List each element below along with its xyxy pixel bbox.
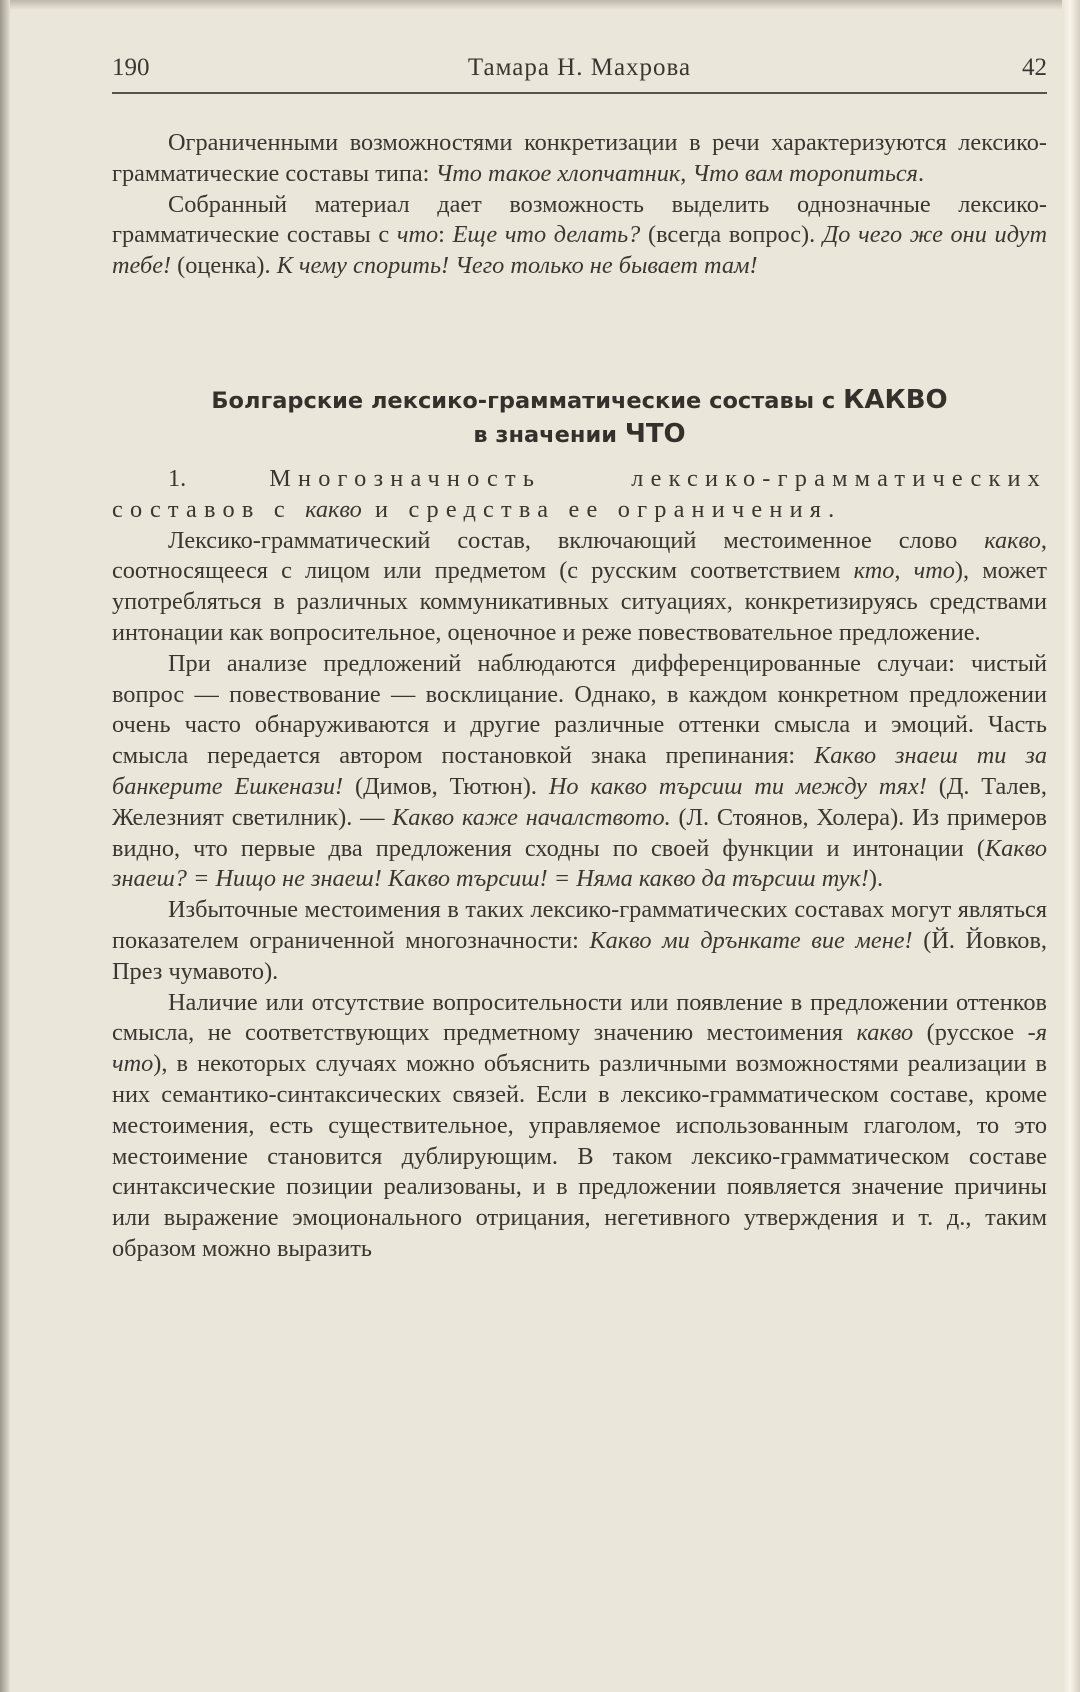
text-run: ). [868,865,884,893]
text-run: : [438,221,453,249]
text-run: (всегда вопрос). [640,221,823,249]
text-run: Наличие или отсутствие вопросительности или появление в предложении оттенков смысла, не соответствующих предметному значению местоимения [112,988,1047,1047]
paragraph-5 [112,895,1047,987]
paragraph-1 [112,128,1047,190]
text-run: Избыточные местоимения в таких лексико-грамматических составах могут являться показателем ограниченной многозначности: [112,896,1047,954]
example-italic: какво [856,1019,914,1047]
text-run: Собранный материал дает возможность выделить однозначные лексико-грамматические составы с [112,190,1047,249]
text-run: (русское [913,1019,1028,1047]
section-heading [112,384,1047,452]
paragraph-3 [112,526,1047,649]
page-number: 190 [112,54,150,81]
page-gutter-shadow [0,0,10,1692]
page-edge [1062,0,1080,1692]
example-italic: К чему спорить! Чего только не бывает там! [276,252,758,280]
example-italic: До чего же они идут тебе! [112,221,1047,280]
text-run: (Й. Йовков, През чумавото). [112,926,1047,985]
example-italic: Но какво търсиш ти между тях! [548,772,927,800]
text-run: Многозначность лексико-грамматических составов с [112,465,1047,523]
example-italic: Что вам торопиться [692,159,918,187]
paragraph-6 [112,988,1047,1265]
running-author: Тамара Н. Махрова [467,54,692,81]
example-italic: Что такое хлопчатник [435,159,681,187]
example-italic: Какво знаеш ти за банкерите Ешкенази! [112,742,1048,800]
text-run: (Д. Талев, Железният светилник). — [112,772,1047,831]
header-rule [112,92,1047,94]
section-heading-line-2 [112,418,1047,452]
example-italic: что [396,221,439,249]
subsection-heading [112,464,1047,526]
example-italic: какво [305,495,362,523]
example-italic: Какво ми дрънкате вие мене! [589,926,913,954]
running-header [112,54,1047,94]
text-run: . [917,159,925,187]
subsection-number: 1. [168,465,270,492]
text-run: Лексико-грамматический состав, включающий местоименное слово [168,526,985,554]
text-run: , соотносящееся с лицом или предметом (с русским соответствием [112,526,1047,585]
text-run: При анализе предложений наблюдаются дифференцированные случаи: чистый вопрос — повествование — восклицание. Однако, в каждом конкретном предложении очень часто обнаруживаются и другие различные оттенки смысла и эмоций. Часть смысла передается автором постановкой знака препинания: [112,649,1047,770]
text-run: Ограниченными возможностями конкретизации в речи характеризуются лексико-грамматические составы типа: [112,129,1047,187]
text-run: ), в некоторых случаях можно объяснить различными возможностями реализации в них семантико-синтаксических связей. Если в лексико-грамматическом составе, кроме местоимения, есть существительное, управляемое использованным глаголом, то это местоимение становится дублирующим. В таком лексико-грамматическом составе синтаксические позиции реализованы, и в предложении появляется значение причины или выражение эмоционального отрицания, негетивного утверждения и т. д., таким образом можно выразить [112,1050,1047,1262]
intro-text [112,128,1047,282]
paragraph-4 [112,649,1047,895]
main-text [112,464,1047,1265]
page-top-shadow [0,0,1080,10]
text-run: (оценка). [171,252,277,280]
example-italic: Еще что делать? [452,221,641,249]
section-heading-line-1 [112,384,1047,418]
example-italic: -я что [112,1019,1047,1078]
paragraph-2 [112,190,1047,282]
text-run: (Л. Стоянов, Холера). Из примеров видно, что первые два предложения сходны по своей функции и интонации ( [112,803,1047,862]
page-number-right: 42 [1022,54,1047,81]
heading-text: в значении [473,422,625,448]
example-italic: кто, что [853,557,955,585]
text-run: и средства ее ограничения. [361,495,842,523]
heading-text: Болгарские лексико-грамматические составы с [211,388,844,414]
example-italic: какво [984,526,1041,554]
example-italic: Какво знаеш? = Нищо не знаеш! Какво търсиш! = Няма какво да търсиш тук! [112,834,1047,893]
text-run: ), может употребляться в различных коммуникативных ситуациях, конкретизируясь средствами интонации как вопросительное, оценочное и реже повествовательное предложение. [112,557,1047,646]
heading-caps: ЧТО [624,419,686,449]
text-run: , [680,159,693,187]
example-italic: Какво каже началството. [392,803,671,831]
heading-caps: КАКВО [843,385,948,415]
text-run: (Димов, Тютюн). [343,772,549,800]
